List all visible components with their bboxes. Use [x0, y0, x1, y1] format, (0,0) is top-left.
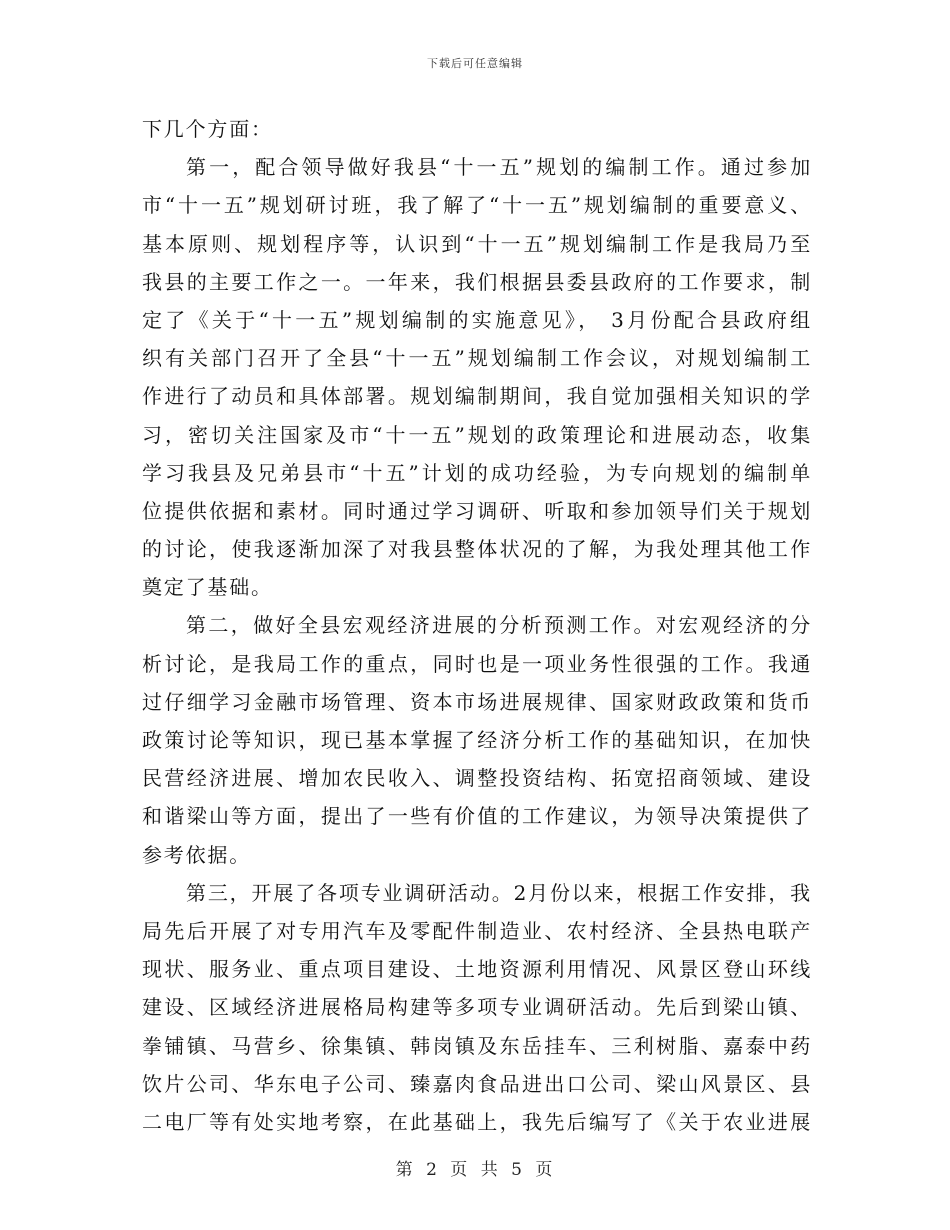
text-line: 定了《关于“十一五”规划编制的实施意见》， 3月份配合县政府组: [142, 307, 812, 332]
text-line: 位提供依据和素材。同时通过学习调研、听取和参加领导们关于规划: [142, 498, 812, 523]
text-line: 现状、服务业、重点项目建设、土地资源利用情况、风景区登山环线: [142, 957, 812, 982]
page-header: 下载后可任意编辑: [427, 57, 523, 70]
text-line: 习，密切关注国家及市“十一五”规划的政策理论和进展动态，收集: [142, 422, 812, 447]
text-line: 作进行了动员和具体部署。规划编制期间，我自觉加强相关知识的学: [142, 384, 812, 409]
text-line: 织有关部门召开了全县“十一五”规划编制工作会议，对规划编制工: [142, 346, 812, 371]
text-line: 过仔细学习金融市场管理、资本市场进展规律、国家财政政策和货币: [142, 689, 812, 714]
text-line: 市“十一五”规划研讨班，我了解了“十一五”规划编制的重要意义、: [142, 193, 812, 218]
text-line: 建设、区域经济进展格局构建等多项专业调研活动。先后到梁山镇、: [142, 995, 812, 1020]
text-line: 析讨论，是我局工作的重点，同时也是一项业务性很强的工作。我通: [142, 651, 812, 676]
text-line: 局先后开展了对专用汽车及零配件制造业、农村经济、全县热电联产: [142, 918, 812, 943]
text-line: 第一，配合领导做好我县“十一五”规划的编制工作。通过参加: [186, 155, 812, 180]
text-line: 二电厂等有处实地考察，在此基础上，我先后编写了《关于农业进展: [142, 1109, 812, 1134]
text-line: 学习我县及兄弟县市“十五”计划的成功经验，为专向规划的编制单: [142, 460, 812, 485]
text-line: 民营经济进展、增加农民收入、调整投资结构、拓宽招商领域、建设: [142, 766, 812, 791]
document-body: [142, 110, 812, 1141]
text-line: 第三，开展了各项专业调研活动。2月份以来，根据工作安排，我: [186, 880, 812, 905]
text-line: 拳铺镇、马营乡、徐集镇、韩岗镇及东岳挂车、三利树脂、嘉泰中药: [142, 1033, 812, 1058]
text-line: 下几个方面：: [142, 117, 273, 141]
text-line: 奠定了基础。: [142, 575, 273, 600]
text-line: 和谐梁山等方面，提出了一些有价值的工作建议，为领导决策提供了: [142, 804, 812, 829]
page-number-footer: 第 2 页 共 5 页: [395, 1160, 555, 1180]
text-line: 政策讨论等知识，现已基本掌握了经济分析工作的基础知识，在加快: [142, 728, 812, 752]
text-line: 参考依据。: [142, 842, 251, 867]
text-line: 饮片公司、华东电子公司、臻嘉肉食品进出口公司、梁山风景区、县: [142, 1071, 812, 1096]
text-line: 基本原则、规划程序等，认识到“十一五”规划编制工作是我局乃至: [142, 231, 812, 256]
text-line: 的讨论，使我逐渐加深了对我县整体状况的了解，为我处理其他工作: [142, 537, 812, 562]
text-line: 我县的主要工作之一。一年来，我们根据县委县政府的工作要求，制: [142, 269, 812, 294]
text-line: 第二，做好全县宏观经济进展的分析预测工作。对宏观经济的分: [186, 613, 812, 638]
